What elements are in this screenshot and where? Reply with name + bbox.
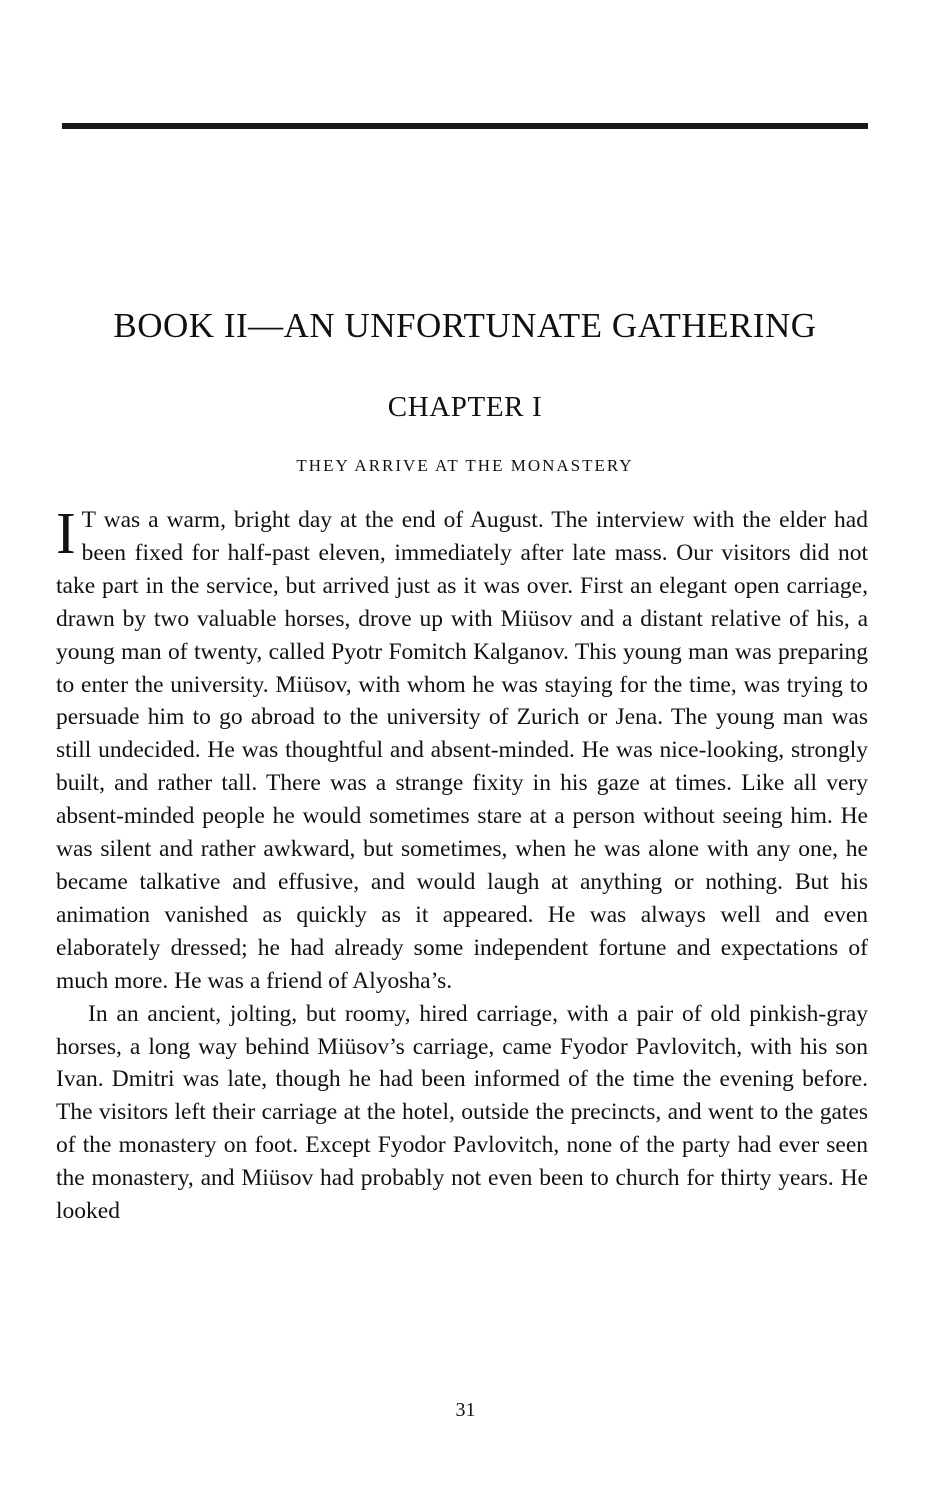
chapter-title: CHAPTER I — [387, 391, 543, 423]
paragraph — [56, 500, 868, 998]
book-title: BOOK II—AN UNFORTUNATE GATHERING — [113, 306, 817, 345]
chapter-subtitle: THEY ARRIVE AT THE MONASTERY — [296, 456, 634, 475]
chapter-body — [56, 500, 868, 1228]
top-rule-divider — [62, 123, 868, 129]
drop-cap: I — [56, 500, 76, 566]
paragraph: In an ancient, jolting, but roomy, hired carriage, with a pair of old pinkish-gray horses, a long way behind Miüsov’s carriage, came Fyodor Pavlovitch, with his son Ivan. Dmitri was late, though he had been informed of the time the evening before. The visitors left their carriage at the hotel, outside the precincts, and went to the gates of the monastery on foot. Except Fyodor Pavlovitch, none of the party had ever seen the monastery, and Miüsov had probably not even been to church for thirty years. He looked — [56, 1000, 868, 1225]
page-number: 31 — [455, 1399, 476, 1421]
paragraph-text: T was a warm, bright day at the end of August. The interview with the elder had been fixed for half-past eleven, immediately after late mass. Our visitors did not take part in the service, but arrived just as it was over. First an elegant open carriage, drawn by two valuable horses, drove up with Miüsov and a distant relative of his, a young man of twenty, called Pyotr Fomitch Kalganov. This young man was preparing to enter the university. Miüsov, with whom he was staying for the time, was trying to persuade him to go abroad to the university of Zurich or Jena. The young man was still undecided. He was thoughtful and absent-minded. He was nice-looking, strongly built, and rather tall. There was a strange fixity in his gaze at times. Like all very absent-minded people he would sometimes stare at a person without seeing him. He was silent and rather awkward, but sometimes, when he was alone with any one, he became talkative and effusive, and would laugh at anything or nothing. But his animation vanished as quickly as it appeared. He was always well and even elaborately dressed; he had already some independent fortune and expectations of much more. He was a friend of Alyosha’s. — [56, 507, 868, 994]
